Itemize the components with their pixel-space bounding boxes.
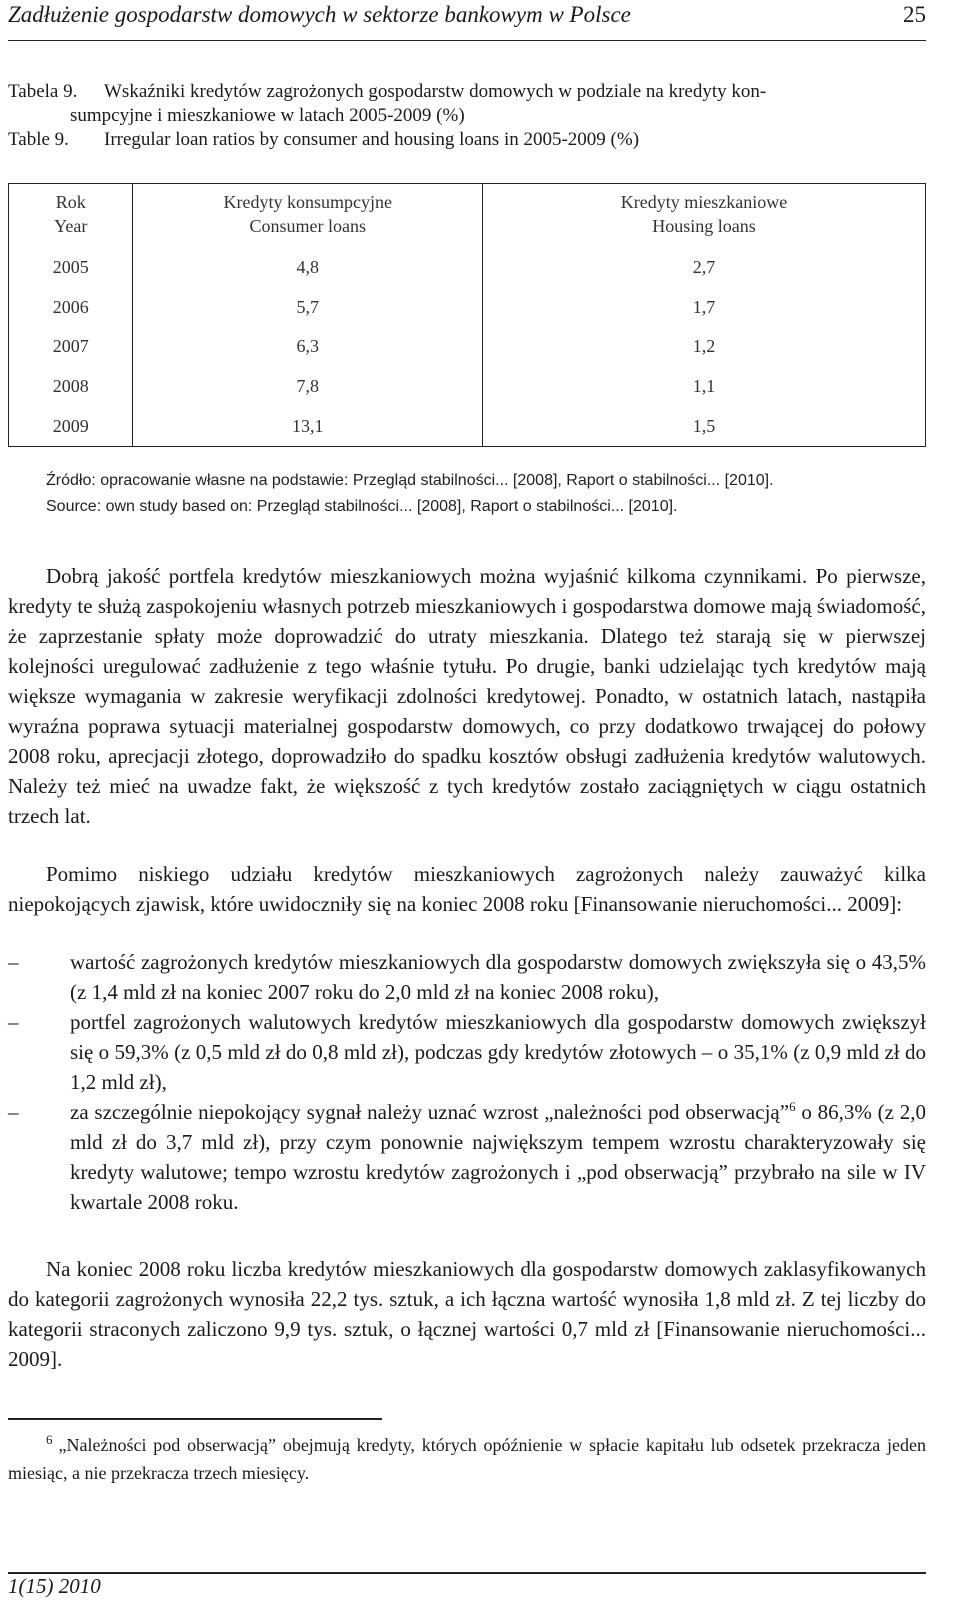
dash-list bbox=[8, 947, 926, 1217]
cell-year: 2008 bbox=[52, 375, 89, 396]
table-header-row bbox=[9, 184, 926, 249]
footer-divider bbox=[8, 1572, 926, 1574]
list-item-text-a: za szczególnie niepokojący sygnał należy uznać wzrost „należności pod obserwacją” bbox=[70, 1100, 790, 1124]
table-source bbox=[46, 468, 774, 520]
paragraph-1 bbox=[8, 561, 926, 831]
dash-marker: – bbox=[8, 1010, 19, 1034]
list-item-text: portfel zagrożonych walutowych kredytów mieszkaniowych dla gospodarstw domowych zwiększył się o 59,3% (z 0,5 mld zł do 0,8 mld zł), podczas gdy kredytów złotowych – o 35,1% (z 0,9 mld zł do 1,2 mld zł), bbox=[70, 1010, 926, 1094]
cell-housing: 1,1 bbox=[483, 367, 926, 407]
cell-housing: 1,2 bbox=[483, 327, 926, 367]
footnote bbox=[8, 1432, 926, 1487]
paragraph-text: Dobrą jakość portfela kredytów mieszkaniowych można wyjaśnić kilkoma czynnikami. Po pierwsze, kredyty te służą zaspokojeniu własnych potrzeb mieszkaniowych i gospodarstwa domowe mają świadomość, że zaprzestanie spłaty może doprowadzić do utraty mieszkania. Dlatego też starają się w pierwszej kolejności uregulować zadłużenie z tego właśnie tytułu. Po drugie, banki udzielając tych kredytów mają większe wymagania w zakresie weryfikacji zdolności kredytowej. Ponadto, w ostatnich latach, nastąpiła wyraźna poprawa sytuacji materialnej gospodarstw domowych, co przy dodatkowo trwającej do połowy 2008 roku, aprecjacji złotego, doprowadziło do spadku kosztów obsługi zadłużenia kredytów walutowych. Należy też mieć na uwadze fakt, że większość z tych kredytów zostało zaciągniętych w ciągu ostatnich trzech lat. bbox=[8, 564, 926, 828]
footnote-divider bbox=[8, 1418, 382, 1420]
paragraph-3 bbox=[8, 1254, 926, 1374]
list-item-text: wartość zagrożonych kredytów mieszkaniowych dla gospodarstw domowych zwiększyła się o 43,5% (z 1,4 mld zł na koniec 2007 roku do 2,0 mld zł na koniec 2008 roku), bbox=[70, 950, 926, 1004]
table-row bbox=[9, 406, 926, 447]
paragraph-2 bbox=[8, 859, 926, 919]
cell-year: 2009 bbox=[52, 415, 89, 436]
table-row bbox=[9, 248, 926, 288]
caption-text-pl-1: Wskaźniki kredytów zagrożonych gospodarstw domowych w podziale na kredyty kon- bbox=[104, 81, 767, 102]
cell-housing: 1,5 bbox=[483, 406, 926, 447]
header-housing: Kredyty mieszkaniowe Housing loans bbox=[483, 184, 926, 249]
table-row bbox=[9, 288, 926, 328]
cell-year: 2007 bbox=[52, 336, 89, 357]
cell-year: 2005 bbox=[52, 257, 89, 278]
footer-issue: 1(15) 2010 bbox=[8, 1574, 101, 1598]
cell-consumer: 7,8 bbox=[133, 367, 483, 407]
caption-label-pl: Tabela 9. bbox=[8, 81, 78, 102]
cell-year: 2006 bbox=[52, 296, 89, 317]
header-consumer: Kredyty konsumpcyjne Consumer loans bbox=[133, 184, 483, 249]
dash-marker: – bbox=[8, 1100, 19, 1124]
footnote-number: 6 bbox=[46, 1432, 53, 1447]
table-caption-en bbox=[8, 128, 928, 152]
caption-text-en: Irregular loan ratios by consumer and housing loans in 2005-2009 (%) bbox=[104, 129, 640, 150]
cell-housing: 1,7 bbox=[483, 288, 926, 328]
header-year: Rok Year bbox=[54, 192, 88, 236]
dash-marker: – bbox=[8, 950, 19, 974]
page-number: 25 bbox=[903, 2, 926, 27]
paragraph-text: Pomimo niskiego udziału kredytów mieszkaniowych zagrożonych należy zauważyć kilka niepokojących zjawisk, które uwidoczniły się na koniec 2008 roku [Finansowanie nieruchomości... 2009]: bbox=[8, 862, 926, 916]
table-row bbox=[9, 367, 926, 407]
cell-consumer: 5,7 bbox=[133, 288, 483, 328]
cell-consumer: 6,3 bbox=[133, 327, 483, 367]
footnote-text: „Należności pod obserwacją” obejmują kredyty, których opóźnienie w spłacie kapitału lub odsetek przekracza jeden miesiąc, a nie przekracza trzech miesięcy. bbox=[8, 1435, 926, 1483]
list-item bbox=[8, 947, 926, 1007]
list-item bbox=[8, 1007, 926, 1097]
caption-text-pl-2: sumpcyjne i mieszkaniowe w latach 2005-2009 (%) bbox=[70, 105, 465, 126]
table-caption-pl bbox=[8, 80, 928, 128]
loan-ratio-table bbox=[8, 183, 926, 447]
list-item bbox=[8, 1097, 926, 1217]
running-title: Zadłużenie gospodarstw domowych w sektorze bankowym w Polsce bbox=[8, 2, 631, 27]
paragraph-text: Na koniec 2008 roku liczba kredytów mieszkaniowych dla gospodarstw domowych zaklasyfikowanych do kategorii zagrożonych wynosiła 22,2 tys. sztuk, a ich łączna wartość wynosiła 1,8 mld zł. Z tej liczby do kategorii straconych zaliczono 9,9 tys. sztuk, o łącznej wartości 0,7 mld zł [Finansowanie nieruchomości... 2009]. bbox=[8, 1257, 926, 1371]
running-header bbox=[8, 0, 926, 41]
caption-label-en: Table 9. bbox=[8, 129, 69, 150]
source-pl: Źródło: opracowanie własne na podstawie: Przegląd stabilności... [2008], Raport o stabilności... [2010]. bbox=[46, 472, 774, 489]
table-row bbox=[9, 327, 926, 367]
cell-housing: 2,7 bbox=[483, 248, 926, 288]
list-item-text-b: o 86,3% (z 2,0 mld zł do 3,7 mld zł), przy czym ponownie największym tempem wzrostu charakteryzowały się kredyty walutowe; tempo wzrostu kredytów zagrożonych i „pod obserwacją” przybrało na sile w IV kwartale 2008 roku. bbox=[70, 1100, 926, 1214]
source-en: Source: own study based on: Przegląd stabilności... [2008], Raport o stabilności... [2010]. bbox=[46, 498, 678, 515]
cell-consumer: 4,8 bbox=[133, 248, 483, 288]
footnote-ref[interactable]: 6 bbox=[789, 1099, 796, 1114]
cell-consumer: 13,1 bbox=[133, 406, 483, 447]
